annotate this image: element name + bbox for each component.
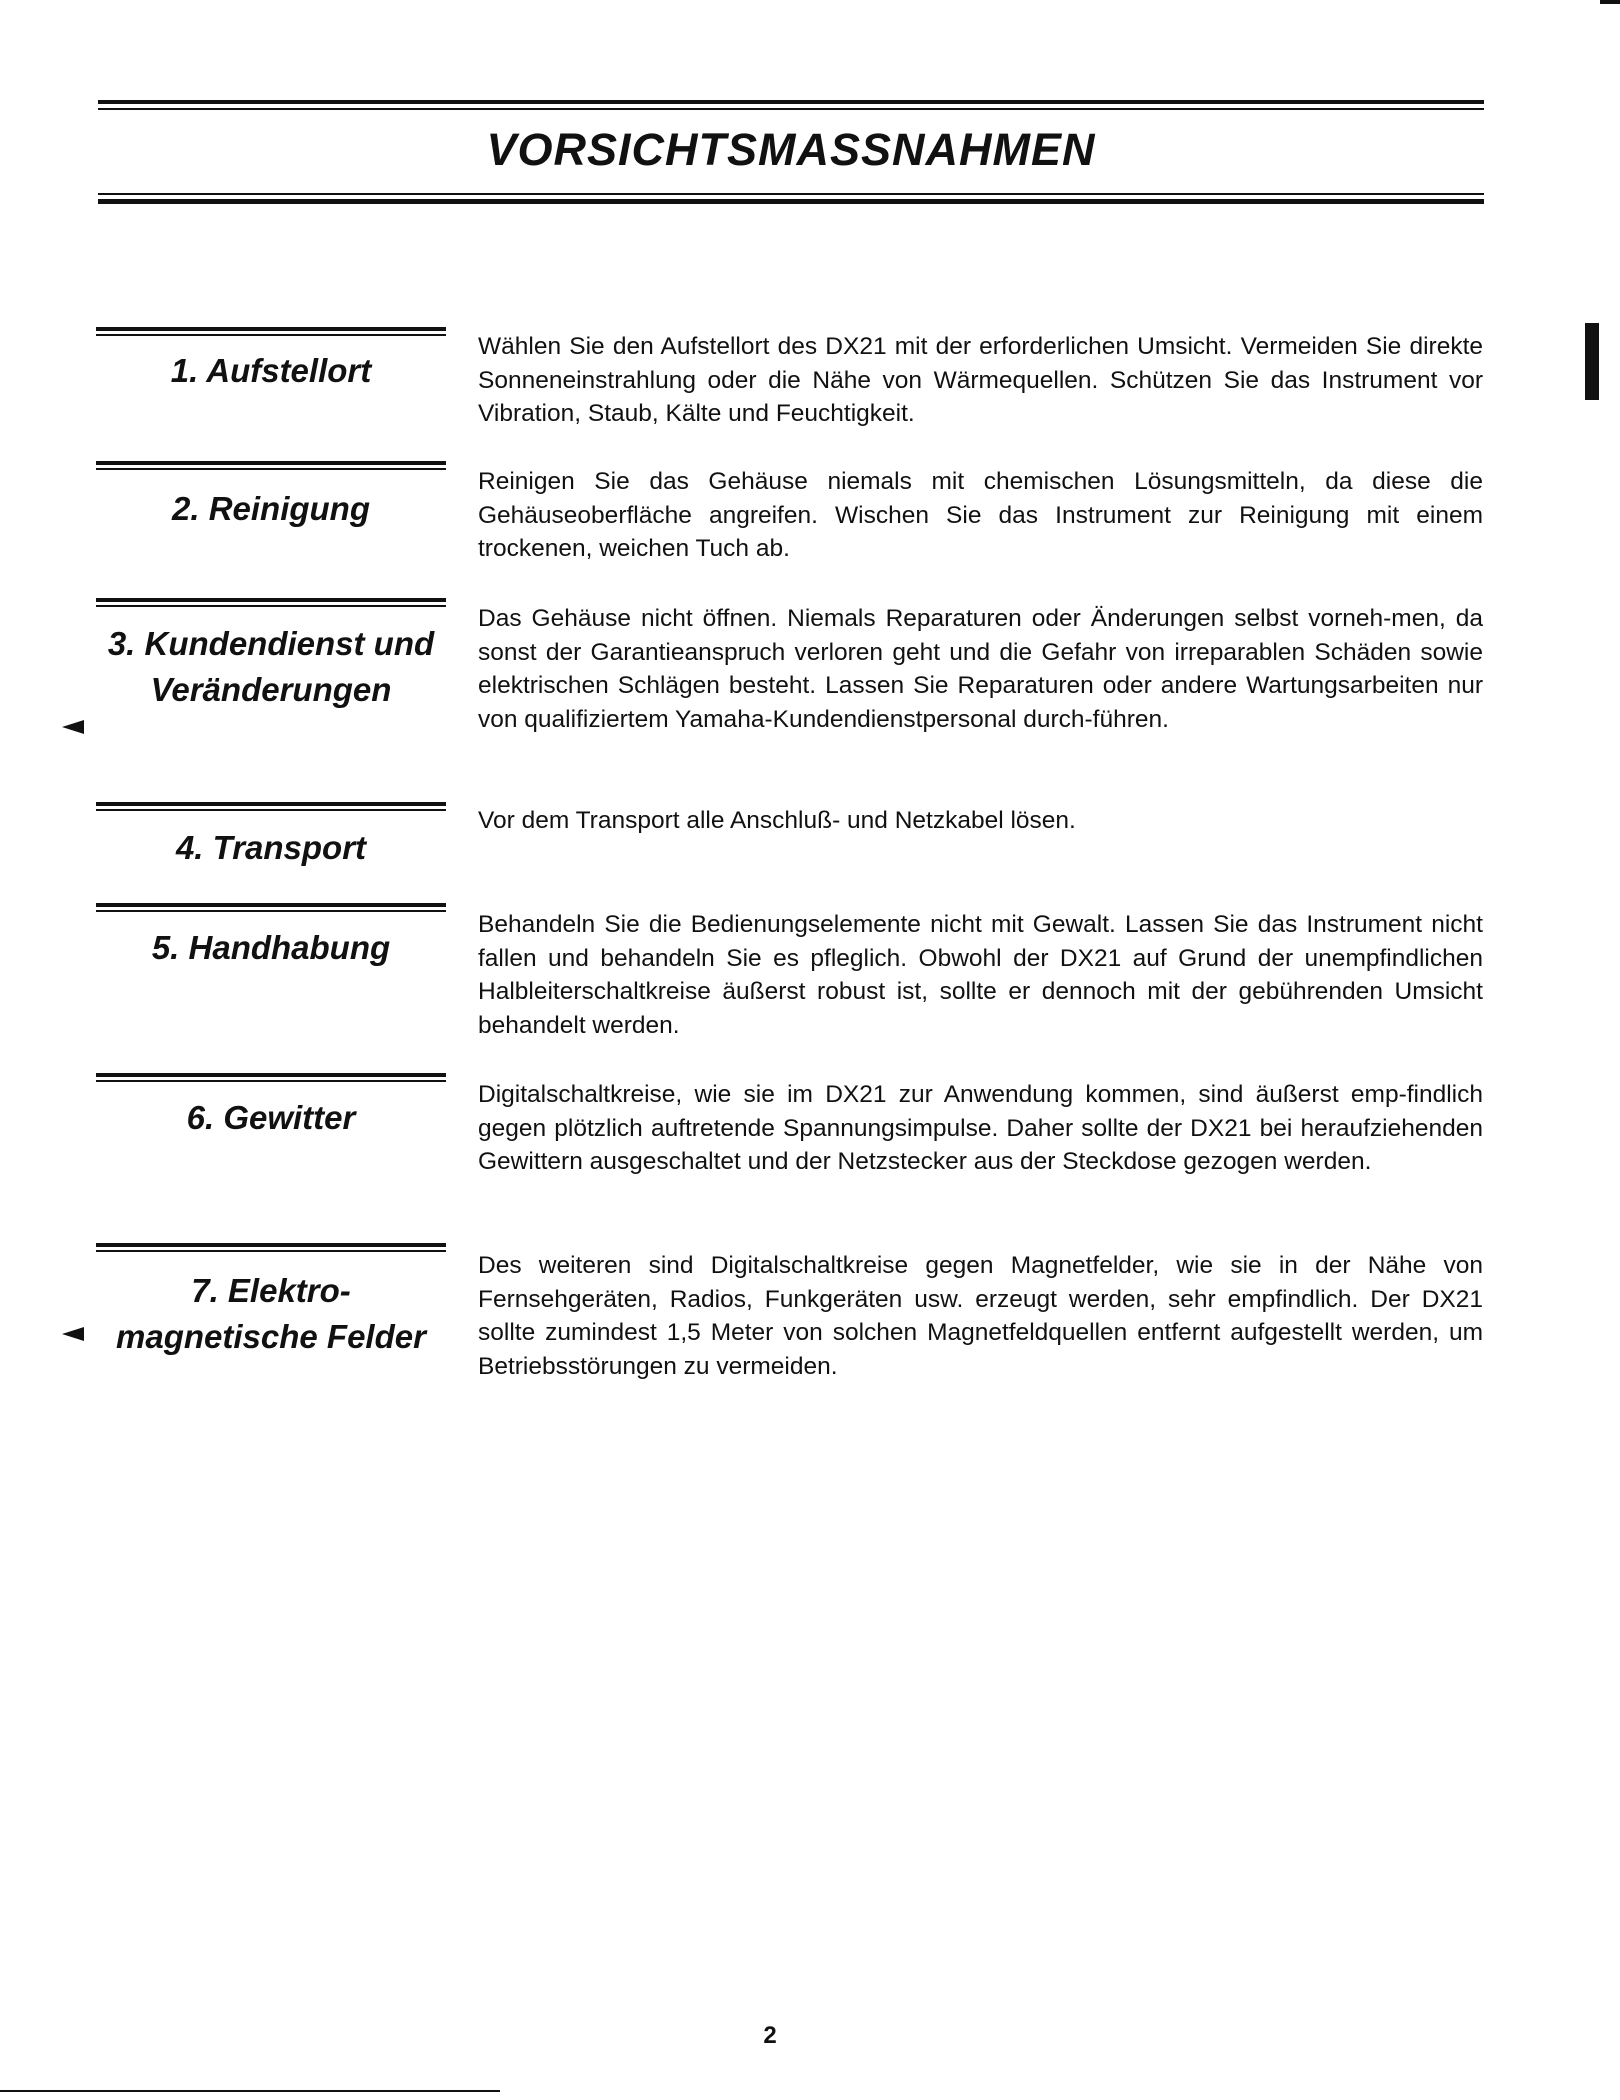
section-rule-thick bbox=[96, 903, 446, 907]
section-heading bbox=[96, 348, 446, 394]
section-text: Reinigen Sie das Gehäuse niemals mit chemischen Lösungsmitteln, da diese die Gehäuseoberfläche angreifen. Wischen Sie das Instrument zur Reinigung mit einem trockenen, weichen Tuch ab. bbox=[478, 468, 1483, 562]
section-rule-thick bbox=[96, 461, 446, 465]
title-rule-top-thin bbox=[98, 108, 1484, 110]
section-rule-thin bbox=[96, 809, 446, 811]
section-rule-thick bbox=[96, 1243, 446, 1247]
section-rule-thick bbox=[96, 327, 446, 331]
section-heading-line: 3. Kundendienst und bbox=[107, 625, 435, 662]
corner-mark bbox=[1600, 0, 1620, 4]
section-heading-line: 1. Aufstellort bbox=[170, 352, 372, 389]
section-heading-line: magnetische Felder bbox=[116, 1318, 426, 1355]
section-heading-line: 4. Transport bbox=[175, 829, 367, 866]
section-heading-line: 2. Reinigung bbox=[172, 490, 370, 527]
title-rule-top-thick bbox=[98, 100, 1484, 104]
section-heading bbox=[96, 825, 446, 871]
page-title: VORSICHTSMASSNAHMEN bbox=[486, 124, 1096, 175]
section-text: Vor dem Transport alle Anschluß- und Netzkabel lösen. bbox=[478, 807, 1076, 834]
bottom-edge-rule bbox=[0, 2090, 500, 2092]
section-heading bbox=[96, 621, 446, 713]
section-rule-thin bbox=[96, 468, 446, 470]
title-rule-bottom-thin bbox=[98, 193, 1484, 195]
margin-tab-marker bbox=[1585, 323, 1599, 400]
section-heading-line: 7. Elektro- bbox=[191, 1272, 351, 1309]
section-rule-thick bbox=[96, 598, 446, 602]
section-heading bbox=[96, 925, 446, 971]
section-text: Wählen Sie den Aufstellort des DX21 mit der erforderlichen Umsicht. Vermeiden Sie direkte Sonneneinstrahlung oder die Nähe von Wärmequellen. Schützen Sie das Instrument vor Vibration, Staub, Kälte und Feuchtigkeit. bbox=[478, 333, 1483, 427]
section-heading-line: 5. Handhabung bbox=[151, 929, 391, 966]
section-rule-thin bbox=[96, 910, 446, 912]
section-heading bbox=[96, 486, 446, 532]
section-rule-thick bbox=[96, 1073, 446, 1077]
title-rule-bottom-thick bbox=[98, 199, 1484, 204]
section-heading-line: Veränderungen bbox=[150, 671, 392, 708]
section-heading bbox=[96, 1095, 446, 1141]
section-heading-line: 6. Gewitter bbox=[186, 1099, 356, 1136]
arrow-marker-icon bbox=[62, 1327, 84, 1341]
section-text: Digitalschaltkreise, wie sie im DX21 zur Anwendung kommen, sind äußerst emp-findlich gegen plötzlich auftretende Spannungsimpulse. Daher sollte der DX21 bei heraufziehenden Gewittern ausgeschaltet und der Netzstecker aus der Steckdose gezogen werden. bbox=[478, 1081, 1483, 1175]
section-rule-thin bbox=[96, 334, 446, 336]
section-text: Das Gehäuse nicht öffnen. Niemals Reparaturen oder Änderungen selbst vorneh-men, da sonst der Garantieanspruch verloren geht und die Gefahr von irreparablen Schäden sowie elektrischen Schlägen besteht. Lassen Sie Reparaturen oder andere Wartungsarbeiten nur von qualifiziertem Yamaha-Kundendienstpersonal durch-führen. bbox=[478, 605, 1483, 733]
section-text: Des weiteren sind Digitalschaltkreise gegen Magnetfelder, wie sie in der Nähe von Fernsehgeräten, Radios, Funkgeräten usw. erzeugt werden, sehr empfindlich. Der DX21 sollte zumindest 1,5 Meter von solchen Magnetfeldquellen entfernt aufgestellt werden, um Betriebsstörungen zu vermeiden. bbox=[478, 1252, 1483, 1380]
section-rule-thick bbox=[96, 802, 446, 806]
section-rule-thin bbox=[96, 1080, 446, 1082]
page-number: 2 bbox=[763, 2022, 777, 2049]
arrow-marker-icon bbox=[62, 720, 84, 734]
section-rule-thin bbox=[96, 1250, 446, 1252]
section-rule-thin bbox=[96, 605, 446, 607]
section-text: Behandeln Sie die Bedienungselemente nicht mit Gewalt. Lassen Sie das Instrument nicht fallen und behandeln Sie es pfleglich. Obwohl der DX21 auf Grund der unempfindlichen Halbleiterschaltkreise äußerst robust ist, sollte er dennoch mit der gebührenden Umsicht behandelt werden. bbox=[478, 911, 1483, 1039]
section-heading bbox=[96, 1268, 446, 1360]
